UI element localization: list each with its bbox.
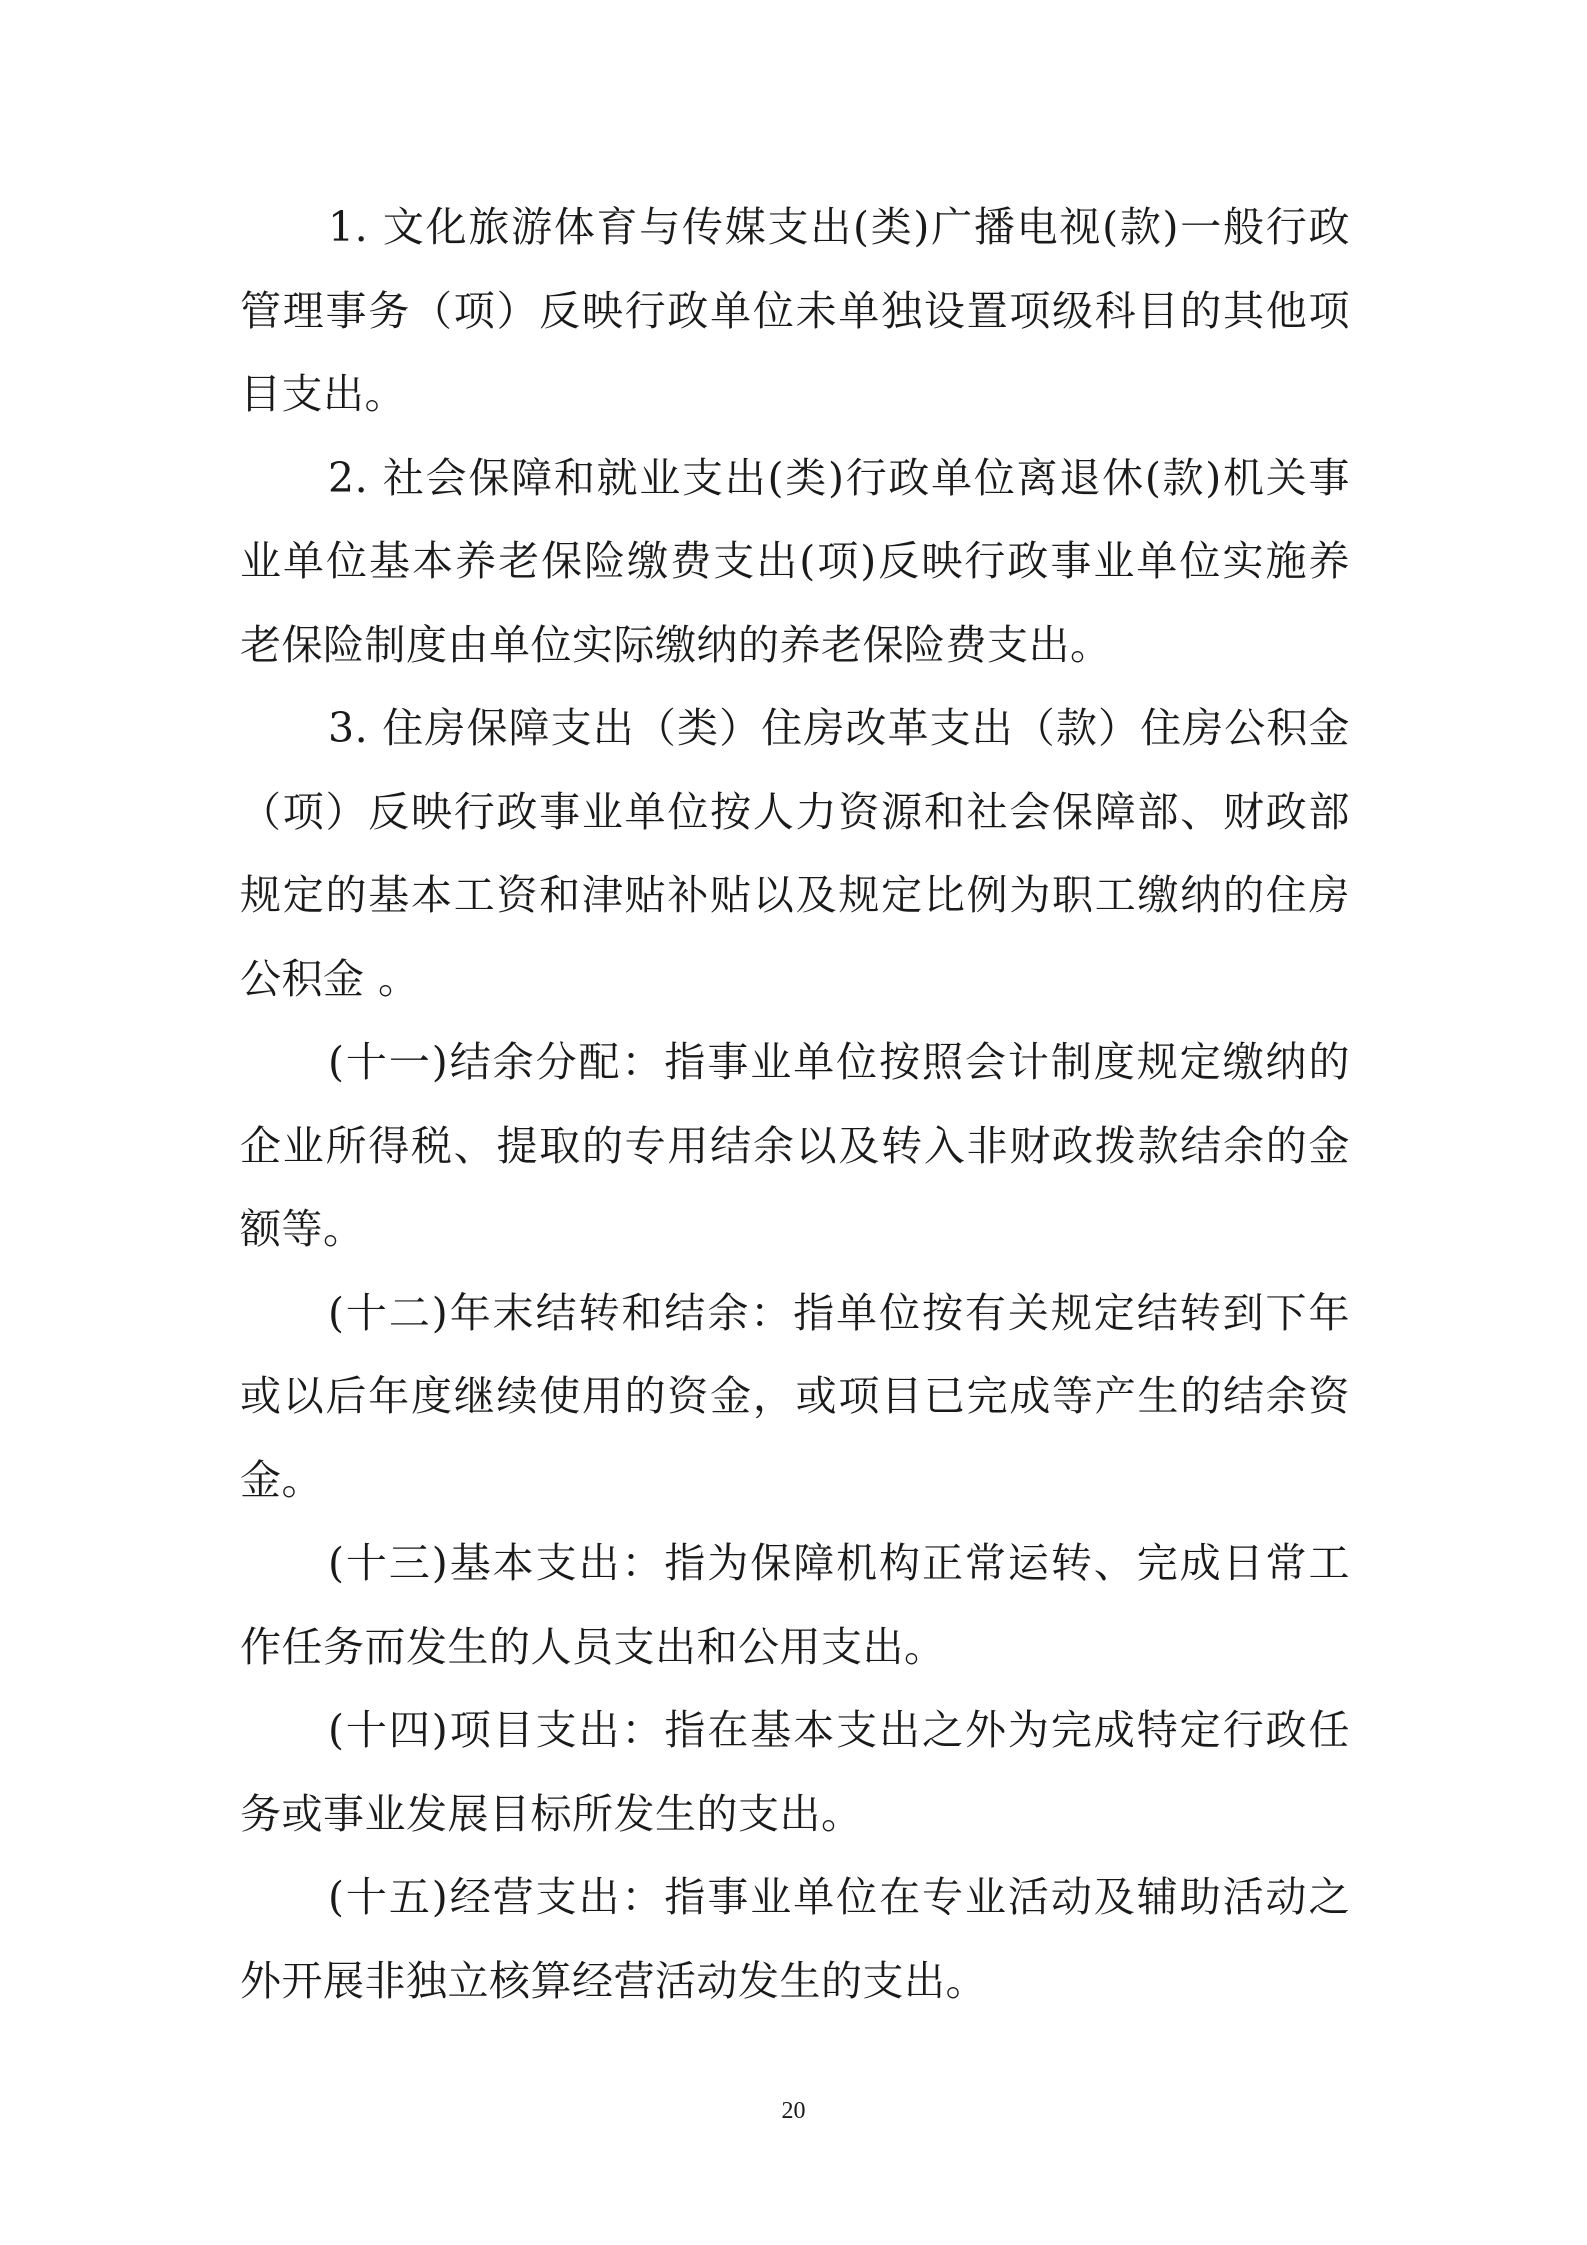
paragraph-year-end-carryover: (十二)年末结转和结余：指单位按有关规定结转到下年或以后年度继续使用的资金，或项目已完成等产生的结余资金。: [240, 1288, 1350, 1504]
paragraph-item-1: 1. 文化旅游体育与传媒支出(类)广播电视(款)一般行政管理事务（项）反映行政单位未单独设置项级科目的其他项目支出。: [240, 203, 1350, 418]
body-text: [240, 186, 1350, 2023]
paragraph-project-expenditure: (十四)项目支出：指在基本支出之外为完成特定行政任务或事业发展目标所发生的支出。: [240, 1706, 1350, 1838]
paragraph-surplus-distribution: (十一)结余分配：指事业单位按照会计制度规定缴纳的企业所得税、提取的专用结余以及转入非财政拨款结余的金额等。: [240, 1038, 1350, 1253]
paragraph-operating-expenditure: (十五)经营支出：指事业单位在专业活动及辅助活动之外开展非独立核算经营活动发生的支出。: [240, 1873, 1350, 2005]
paragraph-item-2: 2. 社会保障和就业支出(类)行政单位离退休(款)机关事业单位基本养老保险缴费支出(项)反映行政事业单位实施养老保险制度由单位实际缴纳的养老保险费支出。: [240, 453, 1350, 669]
page-number: 20: [781, 2098, 806, 2124]
paragraph-basic-expenditure: (十三)基本支出：指为保障机构正常运转、完成日常工作任务而发生的人员支出和公用支出。: [240, 1539, 1350, 1671]
paragraph-item-3: 3. 住房保障支出（类）住房改革支出（款）住房公积金（项）反映行政事业单位按人力资源和社会保障部、财政部规定的基本工资和津贴补贴以及规定比例为职工缴纳的住房公积金 。: [240, 704, 1350, 1003]
